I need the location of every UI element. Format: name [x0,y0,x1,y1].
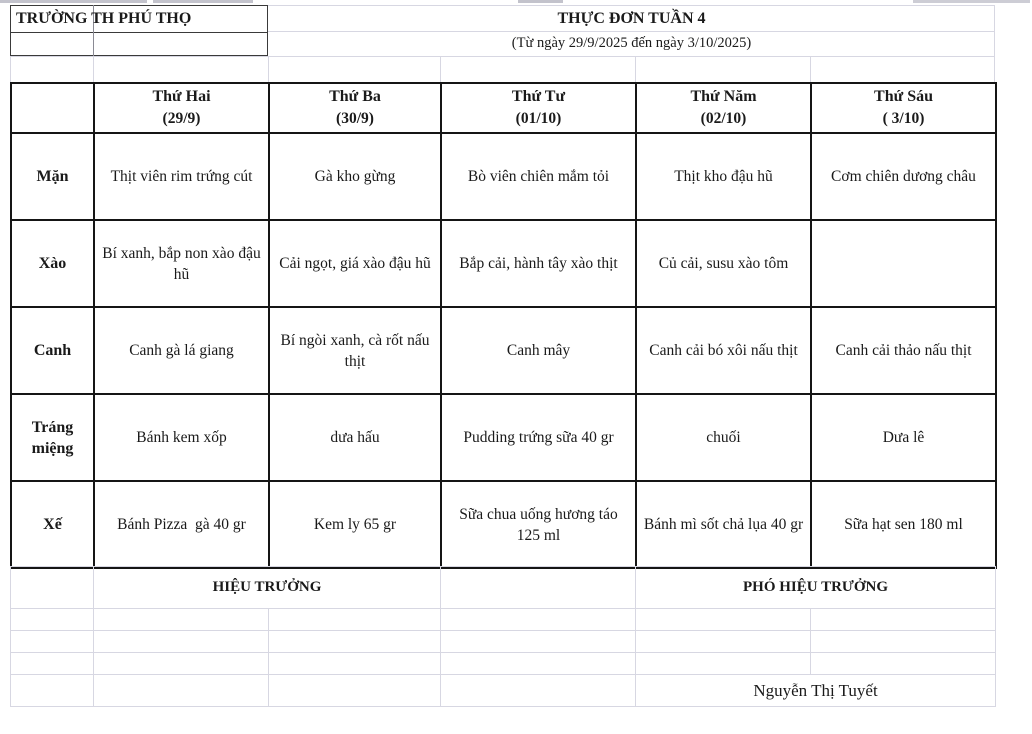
empty-cell[interactable] [269,631,441,653]
menu-cell[interactable]: Bánh kem xốp [94,394,269,481]
empty-cell[interactable] [94,631,269,653]
day-header-friday[interactable] [811,83,996,133]
menu-date-range[interactable]: (Từ ngày 29/9/2025 đến ngày 3/10/2025) [511,35,752,51]
menu-cell[interactable]: Bí xanh, bắp non xào đậu hũ [94,220,269,307]
menu-cell[interactable]: Kem ly 65 gr [269,481,441,568]
empty-cell[interactable] [11,567,94,609]
divider [10,32,268,33]
empty-cell[interactable] [11,653,94,675]
day-date: (29/9) [162,110,201,127]
day-header-thursday[interactable] [636,83,811,133]
row-label[interactable]: Tráng miệng [11,394,94,481]
row-label[interactable]: Canh [11,307,94,394]
menu-cell[interactable]: Cải ngọt, giá xào đậu hũ [269,220,441,307]
empty-cell[interactable] [269,675,441,707]
menu-table [10,82,997,569]
day-name: Thứ Năm [690,88,757,105]
empty-cell[interactable] [636,609,811,631]
menu-row-xao [11,220,996,307]
menu-cell[interactable]: Sữa chua uống hương táo 125 ml [441,481,636,568]
menu-cell[interactable]: Bí ngòi xanh, cà rốt nấu thịt [269,307,441,394]
empty-cell[interactable] [11,675,94,707]
row-label[interactable]: Xế [11,481,94,568]
empty-cell[interactable] [269,609,441,631]
menu-cell[interactable]: Dưa lê [811,394,996,481]
menu-cell[interactable] [811,220,996,307]
day-name: Thứ Sáu [874,88,933,105]
day-header-tuesday[interactable] [269,83,441,133]
menu-row-man [11,133,996,220]
empty-row [11,631,996,653]
empty-cell[interactable] [11,609,94,631]
empty-cell[interactable] [441,675,636,707]
signature-name[interactable]: Nguyễn Thị Tuyết [636,675,996,707]
row-label[interactable]: Mặn [11,133,94,220]
empty-cell[interactable] [11,631,94,653]
empty-cell[interactable] [441,631,636,653]
menu-cell[interactable]: Canh cải thảo nấu thịt [811,307,996,394]
vice-principal-title[interactable]: PHÓ HIỆU TRƯỞNG [636,567,996,609]
signature-name-row [11,675,996,707]
row-label[interactable]: Xào [11,220,94,307]
day-date: ( 3/10) [882,110,925,127]
empty-row [11,653,996,675]
menu-cell[interactable]: dưa hấu [269,394,441,481]
day-header-monday[interactable] [94,83,269,133]
empty-cell[interactable] [441,567,636,609]
school-name[interactable]: TRƯỜNG TH PHÚ THỌ [16,10,192,27]
empty-cell[interactable] [811,631,996,653]
menu-cell[interactable]: chuối [636,394,811,481]
menu-row-xe [11,481,996,568]
day-date: (01/10) [515,110,562,127]
empty-cell[interactable] [636,631,811,653]
empty-cell[interactable] [94,609,269,631]
day-date: (30/9) [336,110,374,127]
empty-cell[interactable] [269,653,441,675]
menu-cell[interactable]: Pudding trứng sữa 40 gr [441,394,636,481]
day-name: Thứ Ba [329,88,381,105]
empty-cell[interactable] [441,653,636,675]
menu-cell[interactable]: Gà kho gừng [269,133,441,220]
empty-cell[interactable] [94,675,269,707]
menu-cell[interactable]: Củ cải, susu xào tôm [636,220,811,307]
empty-cell[interactable] [811,609,996,631]
menu-cell[interactable]: Canh mây [441,307,636,394]
day-name: Thứ Tư [511,88,566,105]
menu-cell[interactable]: Bánh Pizza gà 40 gr [94,481,269,568]
menu-row-canh [11,307,996,394]
day-header-row [11,83,996,133]
menu-cell[interactable]: Bánh mì sốt chả lụa 40 gr [636,481,811,568]
principal-title[interactable]: HIỆU TRƯỞNG [94,567,441,609]
menu-title[interactable]: THỰC ĐƠN TUẦN 4 [557,10,706,27]
empty-row [11,609,996,631]
empty-cell[interactable] [636,653,811,675]
menu-cell[interactable]: Canh gà lá giang [94,307,269,394]
menu-cell[interactable]: Cơm chiên dương châu [811,133,996,220]
menu-cell[interactable]: Thịt viên rim trứng cút [94,133,269,220]
empty-cell[interactable] [811,653,996,675]
empty-cell[interactable] [94,653,269,675]
menu-cell[interactable]: Thịt kho đậu hũ [636,133,811,220]
day-date: (02/10) [700,110,747,127]
day-header-wednesday[interactable] [441,83,636,133]
menu-row-trang-mieng [11,394,996,481]
menu-cell[interactable]: Bắp cải, hành tây xào thịt [441,220,636,307]
menu-cell[interactable]: Sữa hạt sen 180 ml [811,481,996,568]
menu-cell[interactable]: Canh cải bó xôi nấu thịt [636,307,811,394]
signature-section [10,566,996,707]
signature-title-row [11,567,996,609]
empty-cell[interactable] [441,609,636,631]
menu-cell[interactable]: Bò viên chiên mắm tỏi [441,133,636,220]
corner-cell[interactable] [11,83,94,133]
day-name: Thứ Hai [152,88,211,105]
